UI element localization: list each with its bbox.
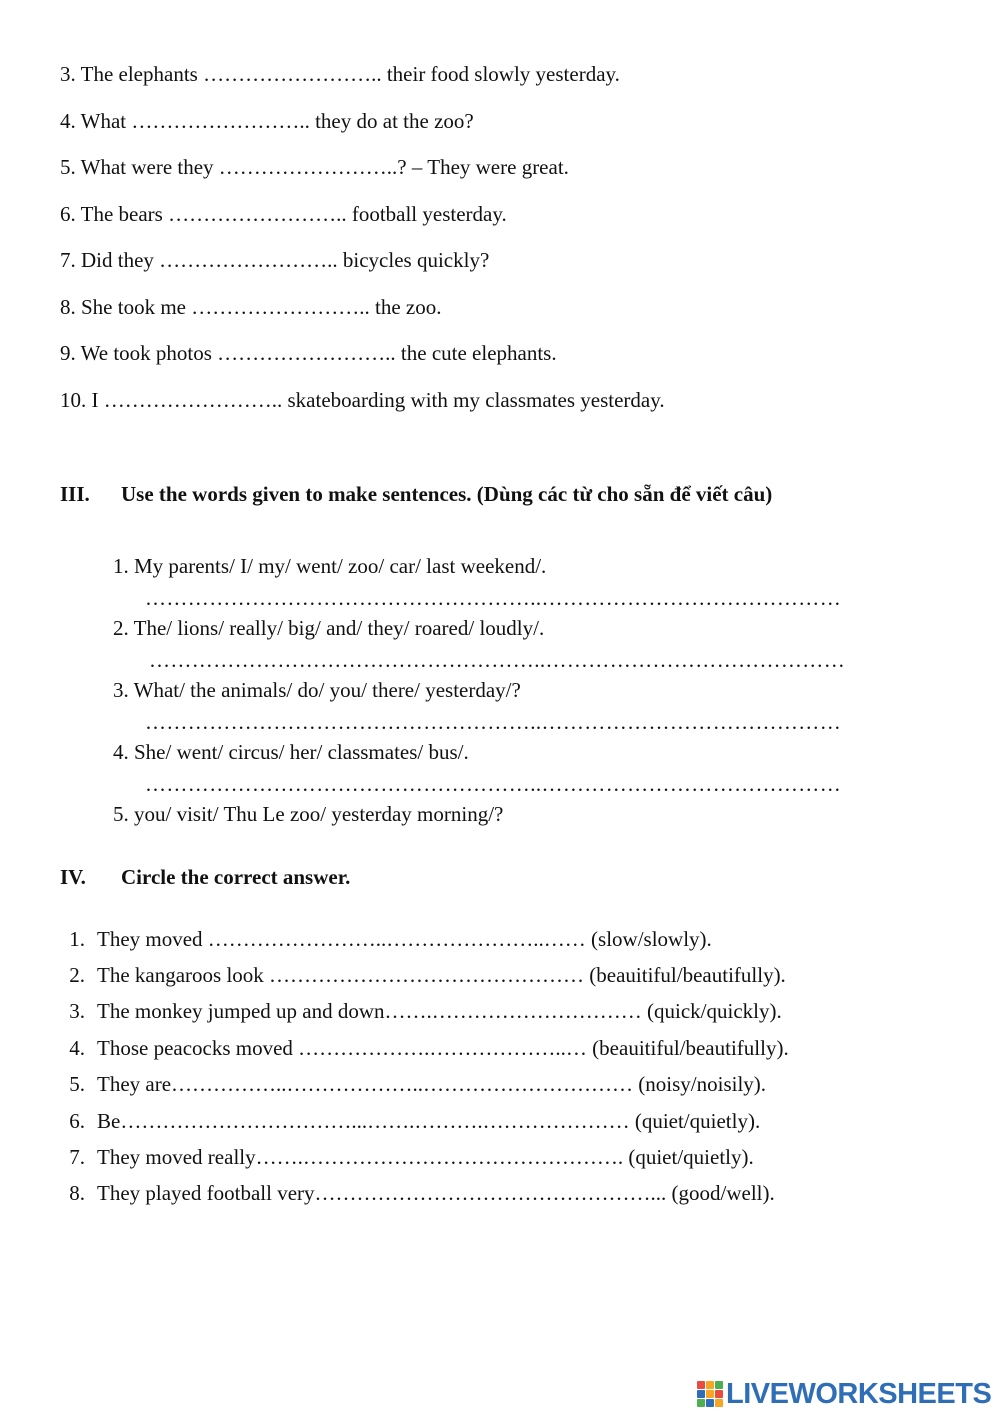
section-number: IV. <box>60 865 86 889</box>
section-heading <box>0 484 1000 508</box>
exercise-item: 8. She took me …………………….. the zoo. <box>60 295 442 319</box>
exercise-item: 5. What were they ……………………..? – They were great. <box>60 155 569 179</box>
sentence-prompt: 4. She/ went/ circus/ her/ classmates/ bus/. <box>113 740 469 764</box>
item-text: They played football very…………………………………………... (good/well). <box>97 1181 775 1205</box>
exercise-item: 4. What …………………….. they do at the zoo? <box>60 109 474 133</box>
section-title: Circle the correct answer. <box>121 865 351 889</box>
sentence-prompt: 1. My parents/ I/ my/ went/ zoo/ car/ last weekend/. <box>113 554 547 578</box>
answer-line[interactable]: ………………………………………………..…………………………………… <box>149 648 846 672</box>
answer-line[interactable]: ………………………………………………..…………………………………… <box>145 772 842 796</box>
exercise-item: 7. Did they …………………….. bicycles quickly? <box>60 248 490 272</box>
item-text: They moved really…….………………………………………. (quiet/quietly). <box>97 1145 754 1169</box>
item-text: The kangaroos look ……………………………………… (beauitiful/beautifully). <box>97 963 786 987</box>
answer-line[interactable]: ………………………………………………..…………………………………… <box>145 586 842 610</box>
brand-name: LIVEWORKSHEETS <box>726 1377 992 1410</box>
section-heading <box>0 867 1000 891</box>
exercise-item: 10. I …………………….. skateboarding with my classmates yesterday. <box>60 388 665 412</box>
item-number: 7. <box>69 1145 85 1169</box>
liveworksheets-logo[interactable] <box>697 1378 991 1410</box>
list-item <box>0 1074 1000 1098</box>
item-number: 6. <box>69 1109 85 1133</box>
sentence-prompt: 5. you/ visit/ Thu Le zoo/ yesterday morning/? <box>113 802 504 826</box>
list-item <box>0 929 1000 953</box>
item-number: 4. <box>69 1036 85 1060</box>
item-text: Be……………………………...…….……….………………… (quiet/quietly). <box>97 1109 761 1133</box>
sentence-prompt: 3. What/ the animals/ do/ you/ there/ yesterday/? <box>113 678 521 702</box>
sentence-prompt: 2. The/ lions/ really/ big/ and/ they/ roared/ loudly/. <box>113 616 545 640</box>
logo-grid-icon <box>697 1381 723 1407</box>
exercise-item: 3. The elephants …………………….. their food slowly yesterday. <box>60 62 620 86</box>
exercise-item: 6. The bears …………………….. football yesterday. <box>60 202 507 226</box>
list-item <box>0 1147 1000 1171</box>
section-number: III. <box>60 482 90 506</box>
section-title: Use the words given to make sentences. (Dùng các từ cho sẵn để viết câu) <box>121 482 773 506</box>
list-item <box>0 1038 1000 1062</box>
exercise-item: 9. We took photos …………………….. the cute elephants. <box>60 341 557 365</box>
list-item <box>0 1001 1000 1025</box>
answer-line[interactable]: ………………………………………………..…………………………………… <box>145 710 842 734</box>
item-number: 8. <box>69 1181 85 1205</box>
item-number: 3. <box>69 999 85 1023</box>
item-text: They are……………..………………..………………………… (noisy/noisily). <box>97 1072 767 1096</box>
list-item <box>0 1183 1000 1207</box>
item-number: 5. <box>69 1072 85 1096</box>
item-text: The monkey jumped up and down…….………………………… (quick/quickly). <box>97 999 782 1023</box>
item-number: 2. <box>69 963 85 987</box>
item-number: 1. <box>69 927 85 951</box>
item-text: Those peacocks moved ……………….………………..… (beauitiful/beautifully). <box>97 1036 789 1060</box>
list-item <box>0 1111 1000 1135</box>
item-text: They moved ……………………..…………………..…… (slow/slowly). <box>97 927 712 951</box>
list-item <box>0 965 1000 989</box>
